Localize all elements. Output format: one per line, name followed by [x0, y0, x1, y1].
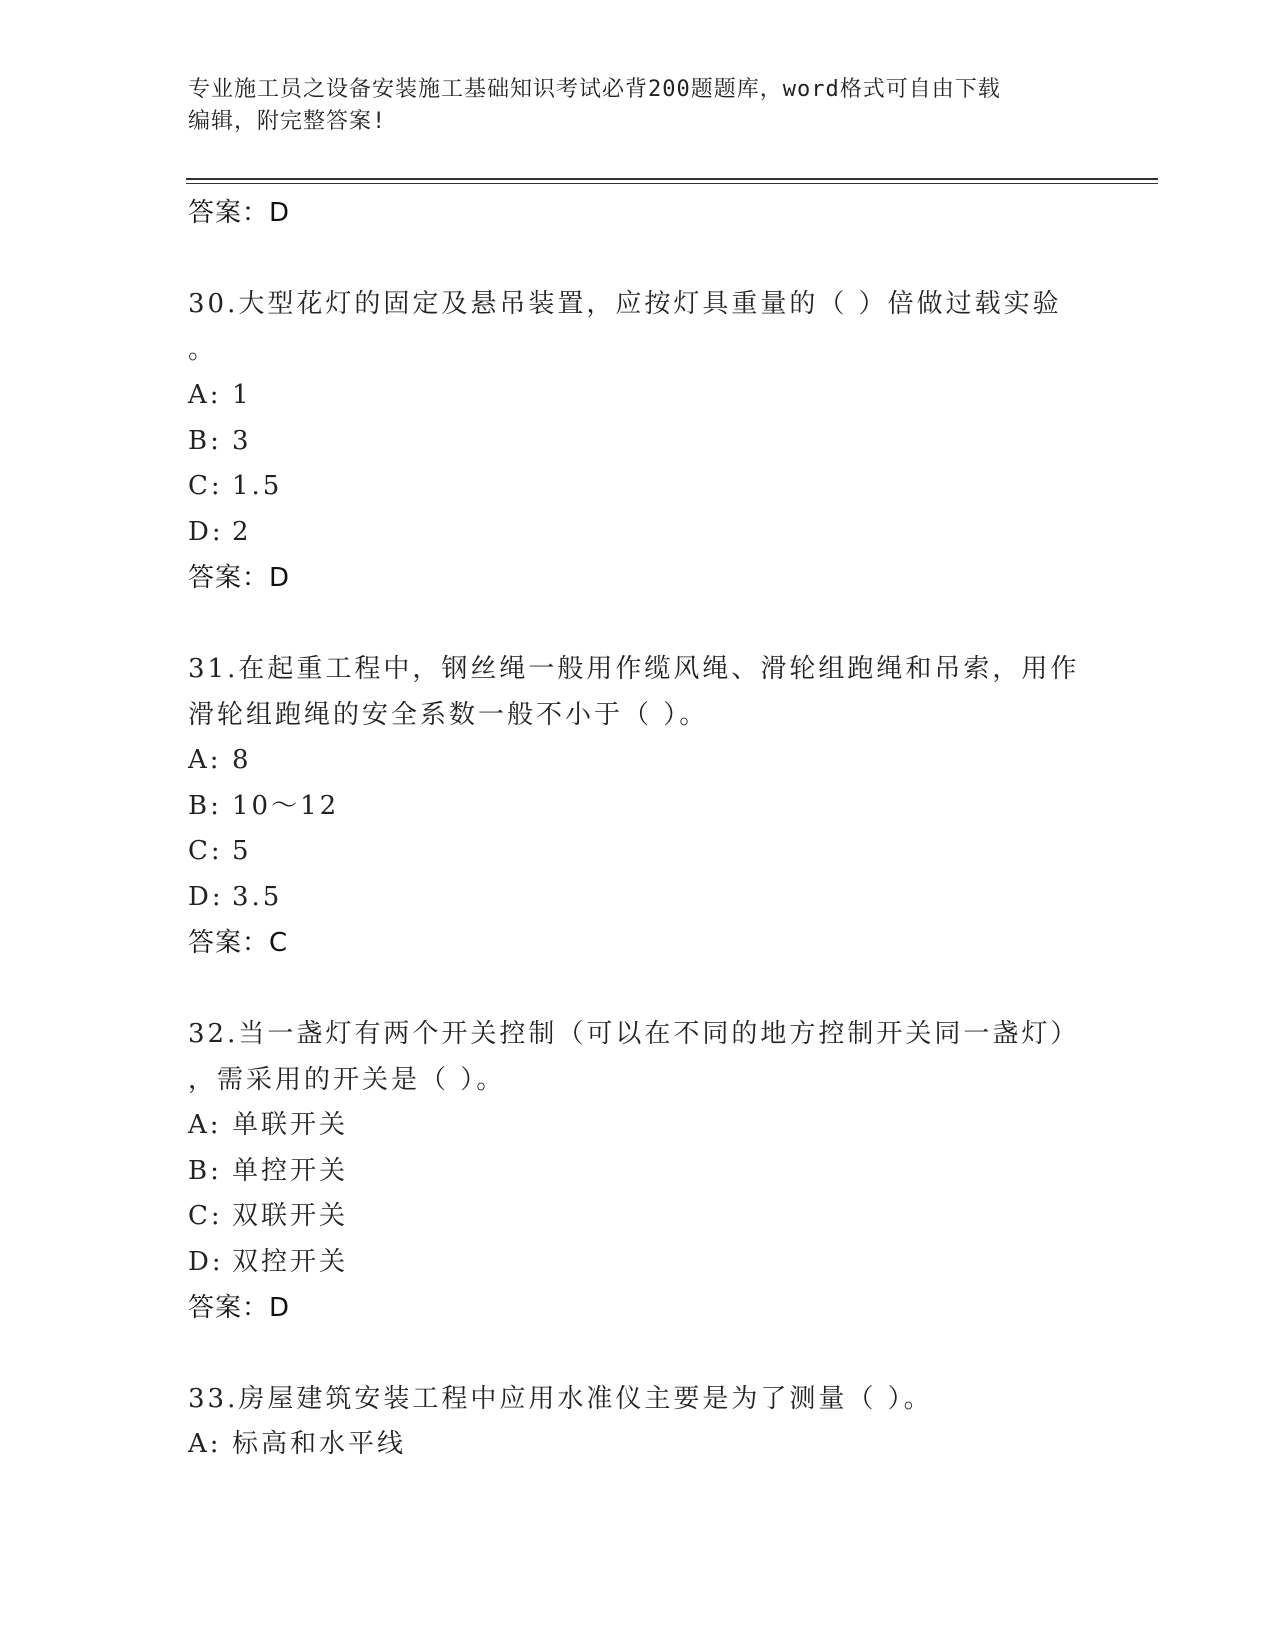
question-stem-line: 。 — [188, 335, 218, 365]
option-text: 8 — [232, 745, 252, 775]
option-letter: A: — [188, 380, 222, 410]
option-b — [188, 1149, 1118, 1195]
question-list — [188, 190, 1118, 1468]
option-letter: A: — [188, 745, 222, 775]
page-header — [188, 74, 1088, 138]
header-line-2: 编辑，附完整答案! — [188, 109, 387, 134]
option-b — [188, 784, 1118, 830]
header-divider — [186, 178, 1158, 180]
question-stem-line: 滑轮组跑绳的安全系数一般不小于（ ）。 — [188, 700, 709, 730]
question-block — [188, 1011, 1118, 1331]
option-text: 单控开关 — [232, 1155, 349, 1186]
question-stem-line: 30.大型花灯的固定及悬吊装置，应按灯具重量的（ ）倍做过载实验 — [188, 289, 1062, 319]
option-c — [188, 1194, 1118, 1240]
option-d — [188, 510, 1118, 556]
question-stem-line: 31.在起重工程中，钢丝绳一般用作缆风绳、滑轮组跑绳和吊索，用作 — [188, 654, 1080, 684]
option-letter: C: — [188, 471, 223, 501]
option-a — [188, 1422, 1118, 1468]
header-line-1: 专业施工员之设备安装施工基础知识考试必背200题题库，word格式可自由下载 — [188, 77, 1001, 102]
option-letter: A: — [188, 1429, 222, 1459]
option-text: 10～12 — [232, 790, 340, 821]
option-letter: A: — [188, 1110, 222, 1140]
question-stem — [188, 1011, 1118, 1103]
question-stem-line: 33.房屋建筑安装工程中应用水准仪主要是为了测量（ ）。 — [188, 1384, 933, 1414]
question-stem — [188, 646, 1118, 738]
answer-line: 答案：C — [188, 928, 289, 958]
option-letter: D: — [188, 881, 224, 912]
option-text: 5 — [232, 836, 252, 866]
option-c — [188, 829, 1118, 875]
answer-line: 答案：D — [188, 563, 291, 593]
option-text: 双联开关 — [232, 1201, 349, 1231]
option-letter: B: — [188, 790, 222, 821]
option-text: 双控开关 — [232, 1246, 349, 1277]
question-stem — [188, 281, 1118, 373]
option-c — [188, 464, 1118, 510]
answer-line: 答案：D — [188, 1293, 291, 1323]
question-stem — [188, 1376, 1118, 1422]
option-d — [188, 875, 1118, 921]
option-text: 3 — [232, 425, 252, 456]
question-stem-line: 32.当一盏灯有两个开关控制（可以在不同的地方控制开关同一盏灯） — [188, 1019, 1080, 1049]
option-letter: D: — [188, 1246, 224, 1277]
answer-line: 答案：D — [188, 198, 291, 228]
option-a — [188, 738, 1118, 784]
option-text: 2 — [232, 516, 252, 547]
question-block — [188, 1376, 1118, 1468]
option-letter: C: — [188, 1201, 223, 1231]
option-text: 1 — [232, 380, 252, 410]
option-text: 标高和水平线 — [232, 1429, 407, 1459]
option-letter: C: — [188, 836, 223, 866]
question-block — [188, 646, 1118, 966]
question-stem-line: ，需采用的开关是（ ）。 — [188, 1065, 506, 1095]
option-a — [188, 1103, 1118, 1149]
option-a — [188, 373, 1118, 419]
option-letter: D: — [188, 516, 224, 547]
option-letter: B: — [188, 425, 222, 456]
option-d — [188, 1240, 1118, 1286]
header-divider-thin — [186, 183, 1158, 184]
option-text: 1.5 — [232, 471, 283, 501]
option-text: 3.5 — [232, 881, 283, 912]
question-block — [188, 281, 1118, 601]
option-b — [188, 419, 1118, 465]
option-letter: B: — [188, 1155, 222, 1186]
option-text: 单联开关 — [232, 1110, 349, 1140]
